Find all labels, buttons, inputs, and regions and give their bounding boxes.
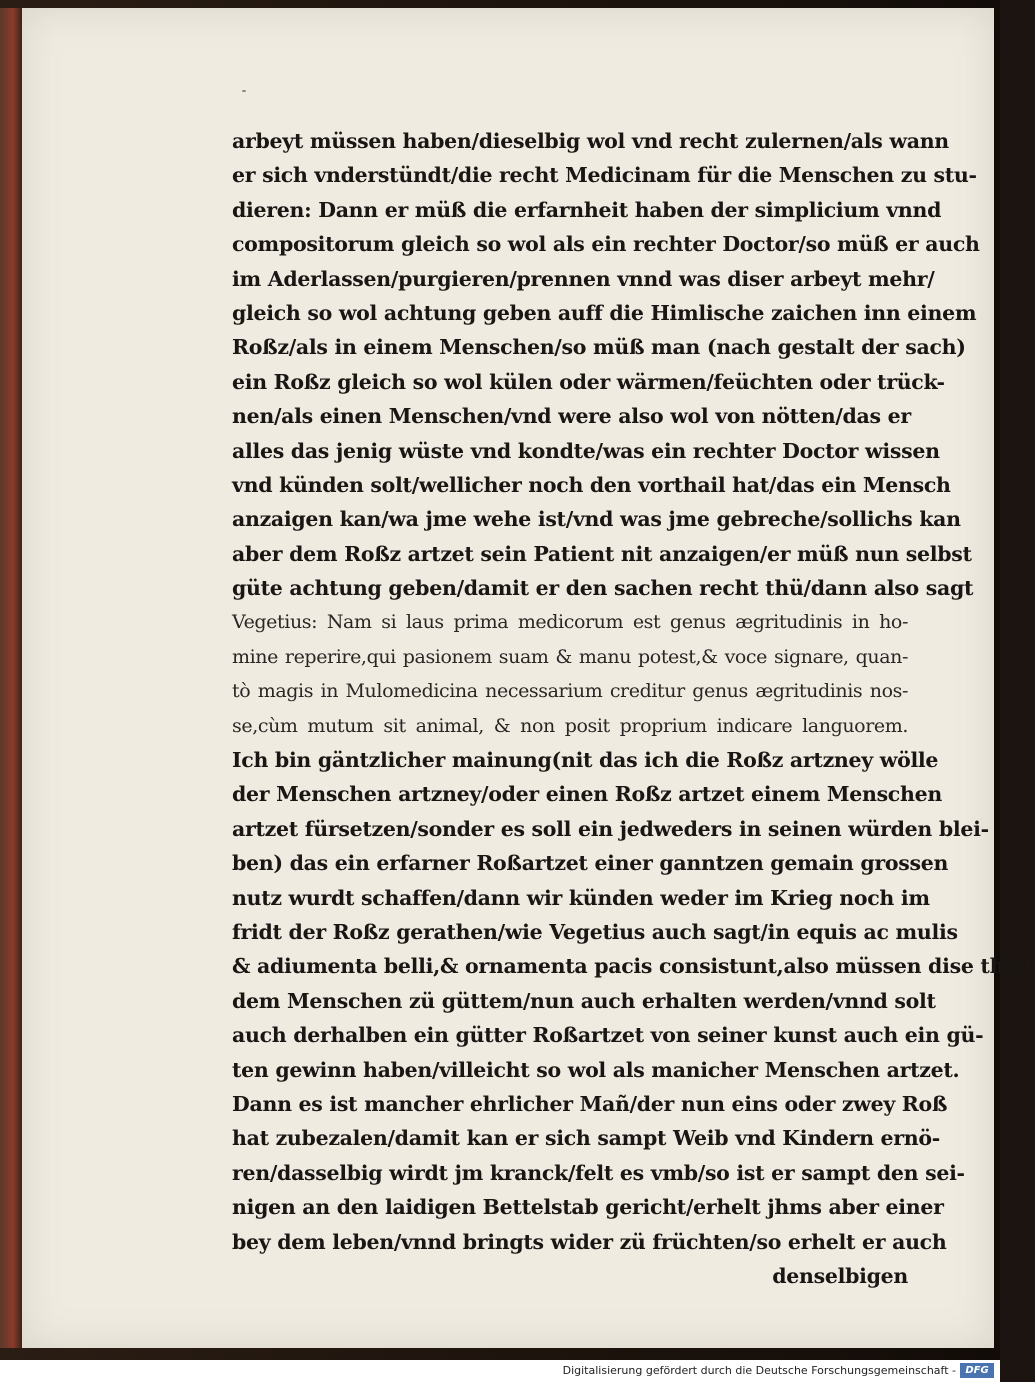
paper-speck xyxy=(242,90,246,92)
text-line: anzaigen kan/wa jme wehe ist/vnd was jme gebreche/sollichs kan xyxy=(232,507,961,532)
text-line: mine reperire,qui pasionem suam & manu potest,& voce signare, quan- xyxy=(232,645,908,668)
text-line: nigen an den laidigen Bettelstab gericht/erhelt jhms aber einer xyxy=(232,1195,944,1220)
text-line: arbeyt müssen haben/dieselbig wol vnd recht zulernen/als wann xyxy=(232,129,949,153)
text-line: se,cùm mutum sit animal, & non posit proprium indicare languorem. xyxy=(232,714,908,737)
text-line: tò magis in Mulomedicina necessarium creditur genus ægritudinis nos- xyxy=(232,680,908,703)
text-line: gleich so wol achtung geben auff die Himlische zaichen inn einem xyxy=(232,300,977,325)
text-line: vnd künden solt/wellicher noch den vorthail hat/das ein Mensch xyxy=(232,472,951,497)
text-line: der Menschen artzney/oder einen Roßz artzet einem Menschen xyxy=(232,782,942,807)
text-line: compositorum gleich so wol als ein rechter Doctor/so müß er auch xyxy=(232,232,980,257)
text-line: bey dem leben/vnnd bringts wider zü früchten/so erhelt er auch xyxy=(232,1229,947,1254)
text-line: Vegetius: Nam si laus prima medicorum est genus ægritudinis in ho- xyxy=(232,611,908,634)
text-line: alles das jenig wüste vnd kondte/was ein rechter Doctor wissen xyxy=(232,438,940,463)
text-line: dieren: Dann er müß die erfarnheit haben der simplicium vnnd xyxy=(232,197,942,222)
text-line: er sich vnderstündt/die recht Medicinam für die Menschen zu stu- xyxy=(232,163,977,188)
text-line: güte achtung geben/damit er den sachen recht thü/dann also sagt xyxy=(232,576,974,601)
text-line: Roßz/als in einem Menschen/so müß man (nach gestalt der sach) xyxy=(232,335,966,360)
text-line: dem Menschen zü güttem/nun auch erhalten werden/vnnd solt xyxy=(232,988,936,1013)
text-line: ein Roßz gleich so wol külen oder wärmen/feüchten oder trück- xyxy=(232,369,945,394)
book-edge xyxy=(0,8,22,1348)
text-line: denselbigen xyxy=(772,1263,908,1288)
text-line: auch derhalben ein gütter Roßartzet von seiner kunst auch ein gü- xyxy=(232,1023,984,1048)
text-line: artzet fürsetzen/sonder es soll ein jedweders in seinen würden blei- xyxy=(232,816,989,841)
text-line: Dann es ist mancher ehrlicher Mañ/der nun eins oder zwey Roß xyxy=(232,1091,948,1116)
footer-credit: Digitalisierung gefördert durch die Deutsche Forschungsgemeinschaft - xyxy=(562,1364,956,1377)
text-line: nutz wurdt schaffen/dann wir künden weder im Krieg noch im xyxy=(232,885,930,910)
text-line: & adiumenta belli,& ornamenta pacis consistunt,also müssen dise thier xyxy=(232,954,1035,979)
text-line: im Aderlassen/purgieren/prennen vnnd was diser arbeyt mehr/ xyxy=(232,266,935,291)
text-line: ren/dasselbig wirdt jm kranck/felt es vmb/so ist er sampt den sei- xyxy=(232,1160,965,1185)
text-line: aber dem Roßz artzet sein Patient nit anzaigen/er müß nun selbst xyxy=(232,541,972,566)
text-line: fridt der Roßz gerathen/wie Vegetius auch sagt/in equis ac mulis xyxy=(232,919,958,944)
dfg-logo: DFG xyxy=(960,1363,994,1378)
text-line: ten gewinn haben/villeicht so wol als manicher Menschen artzet. xyxy=(232,1057,960,1082)
text-line: nen/als einen Menschen/vnd were also wol von nötten/das er xyxy=(232,404,911,429)
page-text xyxy=(232,124,1035,1293)
text-line: ben) das ein erfarner Roßartzet einer ganntzen gemain grossen xyxy=(232,851,949,876)
text-line: Ich bin gäntzlicher mainung(nit das ich die Roßz artzney wölle xyxy=(232,748,939,773)
text-line: hat zubezalen/damit kan er sich sampt Weib vnd Kindern ernö- xyxy=(232,1126,940,1151)
